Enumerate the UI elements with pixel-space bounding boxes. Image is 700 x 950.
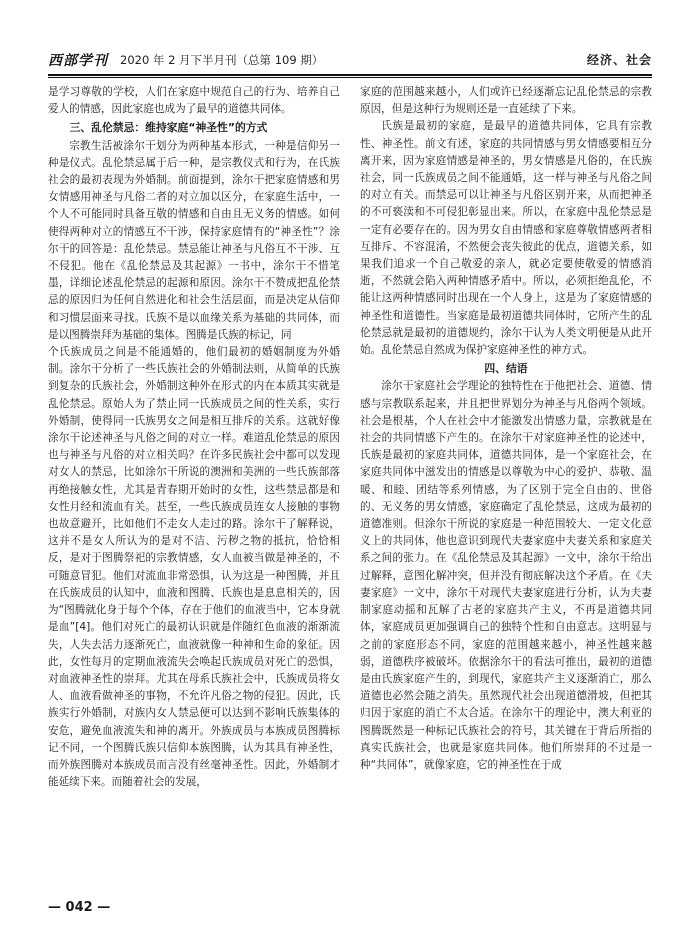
paragraph: 是学习尊敬的学校，人们在家庭中规范自己的行为、培养自己爱人的情感，因此家庭也成为了最早的道德共同体。 [48,86,340,116]
paragraph: 家庭的范围越来越小，人们或许已经逐渐忘记乱伦禁忌的宗教原因，但是这种行为规则还是一直延续了下来。 [360,86,652,116]
section-name: 经济、社会 [586,53,652,67]
issue-info: 2020 年 2 月下半月刊（总第 109 期） [120,53,324,67]
left-column [48,84,340,880]
running-header [48,50,652,72]
page-number: — 042 — [48,900,111,915]
paragraph: 涂尔干家庭社会学理论的独特性在于他把社会、道德、情感与宗教联系起来，并且把世界划分为神圣与凡俗两个领域。社会是根基，个人在社会中才能激发出情感力量，宗教就是在社会的共同情感下产生的。在涂尔干对家庭神圣性的论述中，氏族是最初的家庭共同体，道德共同体，是一个家庭社会，在家庭共同体中滋发出的情感是以尊敬为中心的爱护、恭敬、温暖、和睦、团结等系列情感，为了区别于完全自由的、世俗的、无义务的男女情感，家庭确定了乱伦禁忌，这成为最初的道德准则。但涂尔干所说的家庭是一种范围较大、一定文化意义上的共同体，他也意识到现代夫妻家庭中夫妻关系和家庭关系之间的张力。在《乱伦禁忌及其起源》一文中，涂尔干给出过解释，意图化解冲突，但并没有彻底解决这个矛盾。在《夫妻家庭》一文中，涂尔干对现代夫妻家庭进行分析，认为夫妻制家庭动摇和瓦解了古老的家庭共产主义，不再是道德共同体，家庭成员更加强调自己的独特个性和自由意志。这明显与之前的家庭形态不同，家庭的范围越来越小，神圣性越来越弱，道德秩序被破坏。依据涂尔干的看法可推出，最初的道德是由氏族家庭产生的，到现代，家庭共产主义逐渐消亡，那么道德也必然会随之消失。虽然现代社会出现道德滑坡，但把其归因于家庭的消亡不太合适。在涂尔干的理论中，澳大利亚的图腾既然是一种标记氏族社会的符号，其关键在于背后所指的真实氏族社会，也就是家庭共同体。他们所崇拜的不过是一种“共同体”，就像家庭，它的神圣性在于成 [360,380,652,771]
paragraph: 氏族是最初的家庭，是最早的道德共同体，它具有宗教性、神圣性。前文有述，家庭的共同情感与男女情感要相互分离开来，因为家庭情感是神圣的，男女情感是凡俗的，在氏族社会，同一氏族成员之间不能通婚，这一样与神圣与凡俗之间的对立有关。而禁忌可以让神圣与凡俗区别开来，从而把神圣的不可亵渎和不可侵犯彰显出来。所以，在家庭中乱伦禁忌是一定有必要存在的。因为男女自由情感和家庭尊敬情感两者相互排斥、不容混淆，不然便会丧失彼此的优点，道德关系，如果我们追求一个自己敬爱的亲人，就必定要使敬爱的情感消逝，不然就会陷入两种情感矛盾中。所以，必须拒绝乱伦，不能让这两种情感同时出现在一个人身上，这是为了家庭情感的神圣性和道德性。当家庭是最初道德共同体时，它所产生的乱伦禁忌就是最初的道德规约，涂尔干认为人类文明便是从此开始。乱伦禁忌自然成为保护家庭神圣性的神方式。 [360,120,652,357]
paragraph: 个氏族成员之间是不能通婚的，他们最初的婚姻制度为外婚制。涂尔干分析了一些氏族社会的外婚制法则，从简单的氏族到复杂的氏族社会，外婚制这种外在形式的内在本质其实就是乱伦禁忌。原始人为了禁止同一氏族成员之间的性关系，实行外婚制，使得同一氏族男女之间是相互排斥的关系。这就好像涂尔干论述神圣与凡俗之间的对立一样。难道乱伦禁忌的原因也与神圣与凡俗的对立相关吗？在许多民族社会中都可以发现对女人的禁忌，比如涂尔干所说的澳洲和美洲的一些氏族部落再绝接触女性，尤其是青春期开始时的女性，这些禁忌都是和女性月经和流血有关。甚至，一些氏族成员连女人接触的事物也故意避开，比如他们不走女人走过的路。涂尔干了解释说，这并不是女人所认为的是对不洁、污秽之物的抵抗，恰恰相反，是对于图腾祭祀的宗教情感，女人血被当做是神圣的，不可随意冒犯。他们对流血非常恐惧，认为这是一种图腾，并且在氏族成员的认知中，血液和图腾、氏族也是息息相关的，因为“图腾就化身于每个个体，存在于他们的血液当中，它本身就是血”[4]。他们对死亡的最初认识就是伴随红色血液的渐渐流失，人失去活力逐渐死亡，血液就像一种神和生命的象征。因此，女性每月的定期血液流失会唤起氏族成员对死亡的恐惧，对血液神圣性的崇拜。尤其在母系氏族社会中，氏族成员将女人、血液看做神圣的事物，不允许凡俗之物的侵犯。因此，氏族实行外婚制，对族内女人禁忌便可以达到不影响氏族集体的安危，避免血液流失和神的离开。外族成员与本族成员图腾标记不同，一个图腾氏族只信仰本族图腾，认为其具有神圣性，而外族图腾对本族成员而言没有丝毫神圣性。因此，外婚制才能延续下来。而随着社会的发展， [48,346,340,789]
journal-name: 西部学刊 [48,53,108,69]
section-heading-3: 三、乱伦禁忌：维持家庭“神圣性”的方式 [69,121,268,135]
paragraph: 宗教生活被涂尔干划分为两种基本形式，一种是信仰另一种是仪式。乱伦禁忌属于后一种，是宗教仪式和行为，在氏族社会的最初表现为外婚制。前面提到，涂尔干把家庭情感和男女情感用神圣与凡俗二者的对立加以区分，在家庭生活中，一个人不可能同时具备互敬的情感和自由且无义务的情感。如何使得两种对立的情感互不干涉，保持家庭情有的“神圣性”？涂尔干的回答是：乱伦禁忌。禁忌能让神圣与凡俗互不干涉、互不侵犯。他在《乱伦禁忌及其起源》一书中，涂尔干不惜笔墨，详细论述乱伦禁忌的起源和原因。涂尔干不赞成把乱伦禁忌的原因归为任何自然进化和社会生活层面，而是决定从信仰和习惯层面来寻找。氏族不是以血缘关系为基础的共同体，而是以图腾崇拜为基础的集体。图腾是氏族的标记，同 [48,139,340,341]
right-column [360,84,652,880]
section-heading-4: 四、结语 [484,362,528,376]
header-rule-thin [48,77,652,78]
header-rule [48,74,652,76]
